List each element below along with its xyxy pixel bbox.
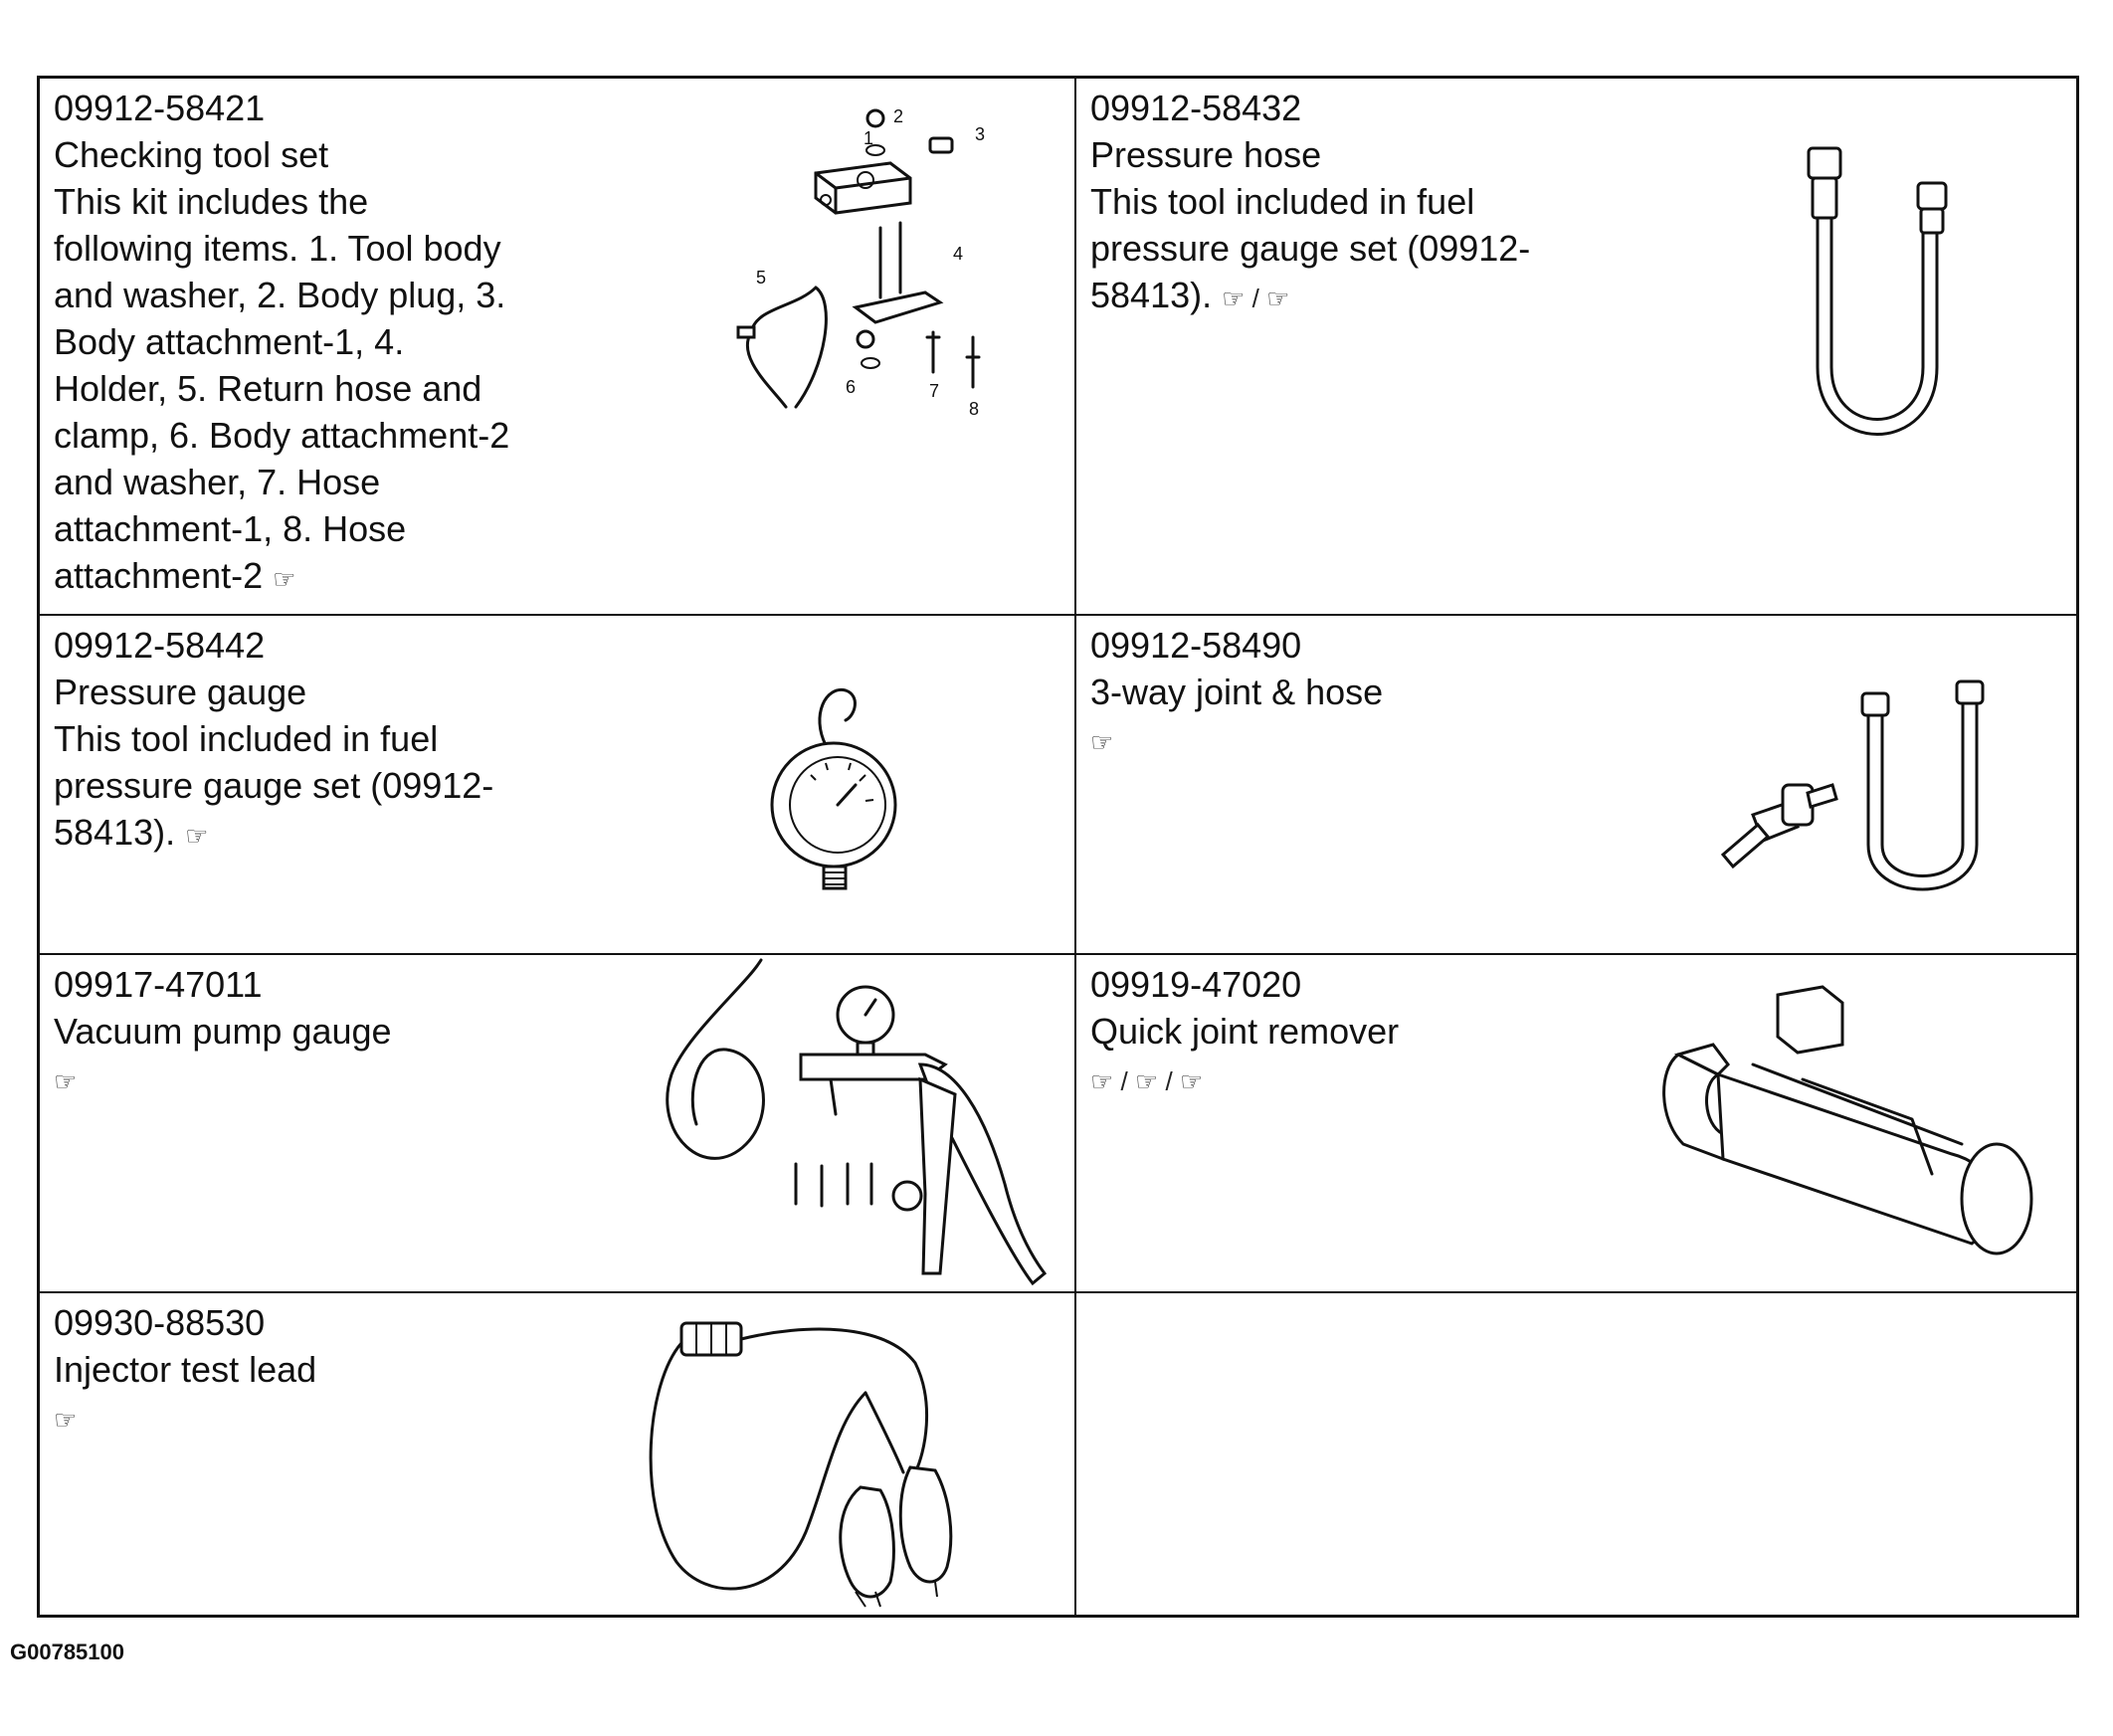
tool-cell-injector-test-lead	[40, 1293, 1074, 1618]
special-tools-table	[37, 76, 2079, 1618]
tool-description-wrap	[1090, 178, 1530, 322]
injector-test-lead-illustration	[637, 1303, 1055, 1612]
callout-2: 2	[893, 106, 904, 126]
quick-joint-remover-illustration	[1653, 975, 2041, 1263]
part-number: 09912-58421	[54, 88, 266, 128]
tool-cell-vacuum-pump-gauge	[40, 955, 1074, 1291]
tool-text	[54, 1299, 316, 1444]
callout-5: 5	[756, 268, 767, 288]
tool-name: Quick joint remover	[1090, 1011, 1400, 1052]
empty-cell	[1076, 1293, 2079, 1618]
reference-hand-icon: ☞ / ☞ / ☞	[1090, 1066, 1204, 1096]
reference-hand-icon: ☞	[185, 821, 209, 851]
tool-description-wrap	[54, 178, 509, 603]
tool-text	[1090, 961, 1399, 1105]
part-number: 09912-58432	[1090, 88, 1302, 128]
callout-8: 8	[969, 399, 980, 419]
part-number: 09912-58442	[54, 625, 266, 666]
tool-text	[1090, 85, 1530, 322]
tool-name: Pressure hose	[1090, 134, 1322, 175]
vacuum-pump-gauge-illustration	[627, 955, 1064, 1291]
tool-description-wrap	[1090, 1055, 1399, 1105]
tool-name: 3-way joint & hose	[1090, 672, 1384, 712]
tool-text	[54, 961, 392, 1105]
tool-description-wrap	[54, 715, 493, 860]
tool-text	[1090, 622, 1383, 766]
callout-1: 1	[864, 128, 874, 148]
reference-hand-icon: ☞	[273, 564, 296, 594]
tool-description: This kit includes the following items. 1. Tool body and washer, 2. Body plug, 3. Body attachment-1, 4. Holder, 5. Return hose and clamp, 6. Body attachment-2 and washer, 7. Hose attachment-1, 8. Hose attachment-2	[54, 181, 510, 596]
callout-3: 3	[975, 124, 986, 144]
tool-name: Checking tool set	[54, 134, 329, 175]
callout-4: 4	[953, 244, 964, 264]
tool-cell-quick-joint-remover	[1076, 955, 2079, 1291]
tool-description-wrap	[54, 1055, 392, 1105]
tool-name: Pressure gauge	[54, 672, 307, 712]
pressure-hose-illustration	[1793, 138, 1992, 467]
tool-description-wrap	[54, 1393, 316, 1444]
part-number: 09912-58490	[1090, 625, 1302, 666]
pressure-gauge-illustration	[756, 675, 905, 914]
tool-cell-pressure-gauge	[40, 616, 1074, 953]
tool-description-wrap	[1090, 715, 1383, 766]
reference-hand-icon: ☞	[54, 1405, 78, 1435]
checking-tool-set-illustration	[676, 89, 1005, 417]
callout-7: 7	[929, 381, 940, 401]
tool-name: Injector test lead	[54, 1349, 317, 1390]
part-number: 09917-47011	[54, 964, 263, 1005]
callout-6: 6	[846, 377, 857, 397]
part-number: 09919-47020	[1090, 964, 1302, 1005]
tool-cell-pressure-hose	[1076, 79, 2079, 614]
reference-hand-icon: ☞	[54, 1066, 78, 1096]
reference-hand-icon: ☞	[1090, 727, 1114, 757]
tool-cell-checking-tool-set	[40, 79, 1074, 614]
tool-name: Vacuum pump gauge	[54, 1011, 392, 1052]
figure-id: G00785100	[10, 1640, 124, 1664]
tool-description: This tool included in fuel pressure gauge set (09912- 58413).	[54, 718, 494, 853]
three-way-joint-hose-illustration	[1713, 666, 2012, 924]
part-number: 09930-88530	[54, 1302, 266, 1343]
reference-hand-icon: ☞ / ☞	[1222, 284, 1290, 313]
tool-text	[54, 622, 493, 860]
tool-text	[54, 85, 509, 603]
tool-description: This tool included in fuel pressure gauge set (09912- 58413).	[1090, 181, 1531, 315]
tool-cell-3-way-joint-hose	[1076, 616, 2079, 953]
